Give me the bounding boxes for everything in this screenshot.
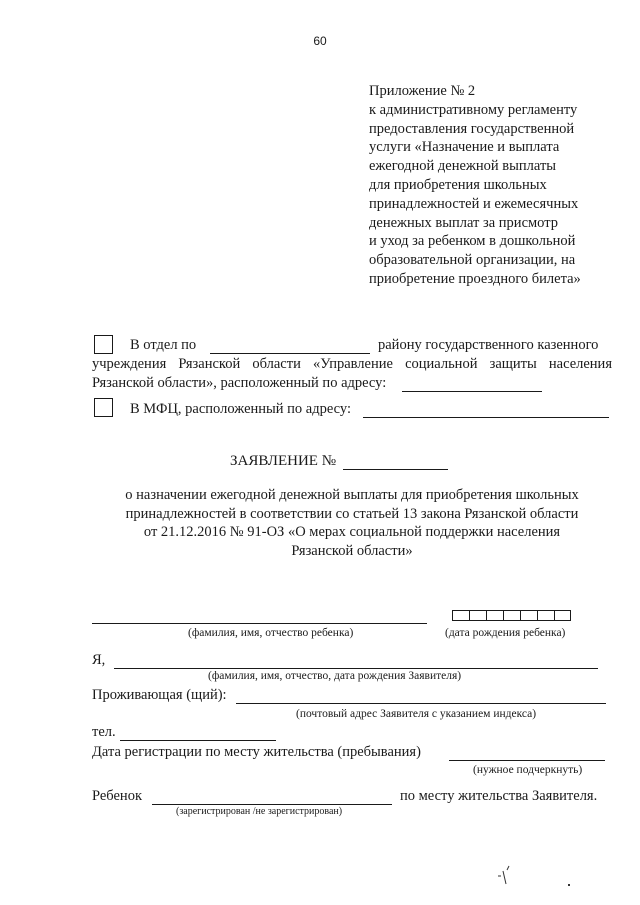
annex-header: [369, 82, 581, 289]
application-title: ЗАЯВЛЕНИЕ №: [230, 453, 337, 469]
registration-label: Дата регистрации по месту жительства (пребывания): [92, 744, 421, 760]
annex-line: ежегодной денежной выплаты: [369, 158, 557, 175]
annex-line: для приобретения школьных: [369, 176, 547, 193]
annex-line: образовательной организации, на: [369, 252, 576, 269]
subtitle-line: принадлежностей в соответствии со статьей 13 закона Рязанской области: [125, 505, 579, 522]
department-checkbox[interactable]: [94, 335, 113, 354]
department-suffix: району государственного казенного: [378, 337, 599, 353]
annex-line: и уход за ребенком в дошкольной: [369, 233, 576, 250]
annex-line: принадлежностей и ежемесячных: [369, 195, 579, 212]
subtitle-line: о назначении ежегодной денежной выплаты для приобретения школьных: [125, 487, 579, 503]
child-label: Ребенок: [92, 788, 142, 804]
department-prefix: В отдел по: [130, 337, 197, 353]
child-name-field[interactable]: [92, 623, 427, 624]
department-line-2: учреждения Рязанской области «Управление социальной защиты населения: [92, 356, 612, 372]
phone-field[interactable]: [120, 740, 276, 741]
annex-line: услуги «Назначение и выплата: [369, 139, 560, 156]
child-birth-caption: (дата рождения ребенка): [445, 627, 566, 639]
department-address-field[interactable]: [402, 391, 542, 392]
page-number: 60: [313, 34, 327, 48]
mfc-label: В МФЦ, расположенный по адресу:: [130, 401, 351, 417]
applicant-prefix: Я,: [92, 652, 106, 668]
annex-line: денежных выплат за присмотр: [369, 214, 559, 231]
annex-line: Приложение № 2: [369, 83, 476, 99]
subtitle-line: Рязанской области»: [291, 542, 413, 559]
child-caption: (зарегистрирован /не зарегистрирован): [176, 806, 343, 817]
scan-speck: [507, 866, 509, 870]
registration-date-field[interactable]: [449, 760, 605, 761]
residing-caption: (почтовый адрес Заявителя с указанием индекса): [296, 708, 537, 720]
child-name-caption: (фамилия, имя, отчество ребенка): [188, 627, 354, 639]
annex-line: к административному регламенту: [369, 101, 578, 118]
subtitle-line: от 21.12.2016 № 91-ОЗ «О мерах социальной поддержки населения: [143, 524, 561, 540]
registration-caption: (нужное подчеркнуть): [473, 764, 583, 776]
annex-line: приобретение проездного билета»: [369, 270, 581, 287]
child-suffix: по месту жительства Заявителя.: [400, 788, 598, 804]
phone-label: тел.: [92, 724, 116, 740]
child-registration-field[interactable]: [152, 804, 392, 805]
department-line-3: Рязанской области», расположенный по адресу:: [92, 375, 387, 391]
scan-marks: [470, 862, 580, 892]
mfc-address-field[interactable]: [363, 417, 609, 418]
scan-speck: [503, 871, 506, 884]
annex-line: предоставления государственной: [369, 120, 575, 137]
applicant-caption: (фамилия, имя, отчество, дата рождения Заявителя): [208, 670, 462, 682]
application-subtitle: [92, 486, 612, 560]
mfc-checkbox[interactable]: [94, 398, 113, 417]
scan-speck: [568, 884, 570, 886]
residing-label: Проживающая (щий):: [92, 687, 227, 703]
residing-address-field[interactable]: [236, 703, 606, 704]
district-field[interactable]: [210, 353, 370, 354]
application-number-field[interactable]: [343, 469, 448, 470]
applicant-name-field[interactable]: [114, 668, 598, 669]
child-birth-date-field[interactable]: [452, 610, 571, 621]
